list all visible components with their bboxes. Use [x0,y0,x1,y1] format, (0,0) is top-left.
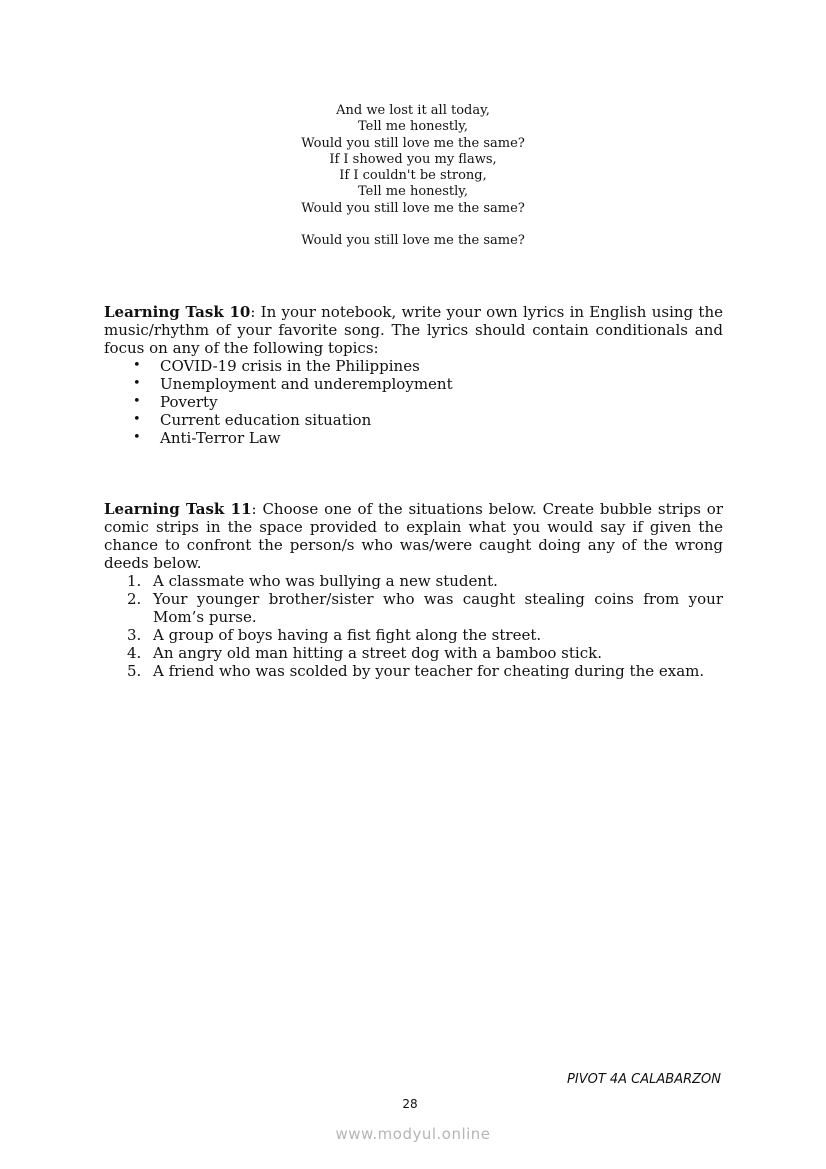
list-item [104,411,723,429]
item-number: 5. [127,662,142,680]
lyric-line: Tell me honestly, [357,119,469,135]
list-item [104,572,723,590]
learning-task-11 [104,500,723,680]
situation-text: A friend who was scolded by your teacher for cheating during the exam. [153,662,705,680]
list-item [104,662,723,680]
situation-text: A group of boys having a fist fight along the street. [153,626,542,644]
page-number: 28 [402,1097,418,1111]
list-item [104,393,723,411]
topic-text: COVID-19 crisis in the Philippines [160,357,420,375]
topic-text: Current education situation [160,411,372,429]
lyric-line: And we lost it all today, [336,103,490,118]
item-number: 4. [127,644,142,662]
lyric-closing-line: Would you still love me the same? [301,233,525,249]
lyric-line: Would you still love me the same? [301,200,525,216]
lyric-line: If I couldn't be strong, [339,168,487,184]
situation-text: An angry old man hitting a street dog with a bamboo stick. [153,644,602,662]
lyric-line: If I showed you my flaws, [329,151,497,167]
list-item [104,429,723,447]
task-11-text: : Choose one of the situations below. Create bubble strips or comic strips in the space provided to explain what you would say if given the chance to confront the person/s who was/were caught doing any of the wrong deeds below. [104,500,723,572]
situation-text: Your younger brother/sister who was caught stealing coins from your Mom’s purse. [153,590,723,626]
song-lyrics [0,103,826,249]
bullet-icon: • [133,412,141,427]
task-11-instructions [104,500,723,572]
list-item [104,375,723,393]
item-number: 1. [127,572,142,590]
list-item [104,357,723,375]
item-number: 3. [127,626,142,644]
lyric-line: Tell me honestly, [357,184,469,200]
footer-brand: PIVOT 4A CALABARZON [567,1072,721,1087]
topic-text: Unemployment and underemployment [160,375,453,393]
topic-list [104,357,723,447]
task-10-title: Learning Task 10 [104,303,251,321]
stanza-gap [0,217,826,233]
bullet-icon: • [133,430,141,445]
task-11-title: Learning Task 11 [104,500,252,518]
situation-list [104,572,723,680]
task-10-instructions [104,303,723,357]
bullet-icon: • [133,394,141,409]
lyric-line: Would you still love me the same? [301,135,525,151]
list-item [104,626,723,644]
watermark: www.modyul.online [335,1125,491,1143]
bullet-icon: • [133,376,141,391]
list-item [104,644,723,662]
item-number: 2. [127,590,142,608]
learning-task-10 [104,303,723,447]
task-10-text: : In your notebook, write your own lyrics in English using the music/rhythm of your favorite song. The lyrics should contain conditionals and focus on any of the following topics: [104,303,724,357]
topic-text: Poverty [160,393,218,411]
situation-text: A classmate who was bullying a new student. [153,572,498,590]
list-item [104,590,723,626]
bullet-icon: • [133,358,141,373]
topic-text: Anti-Terror Law [160,429,281,447]
